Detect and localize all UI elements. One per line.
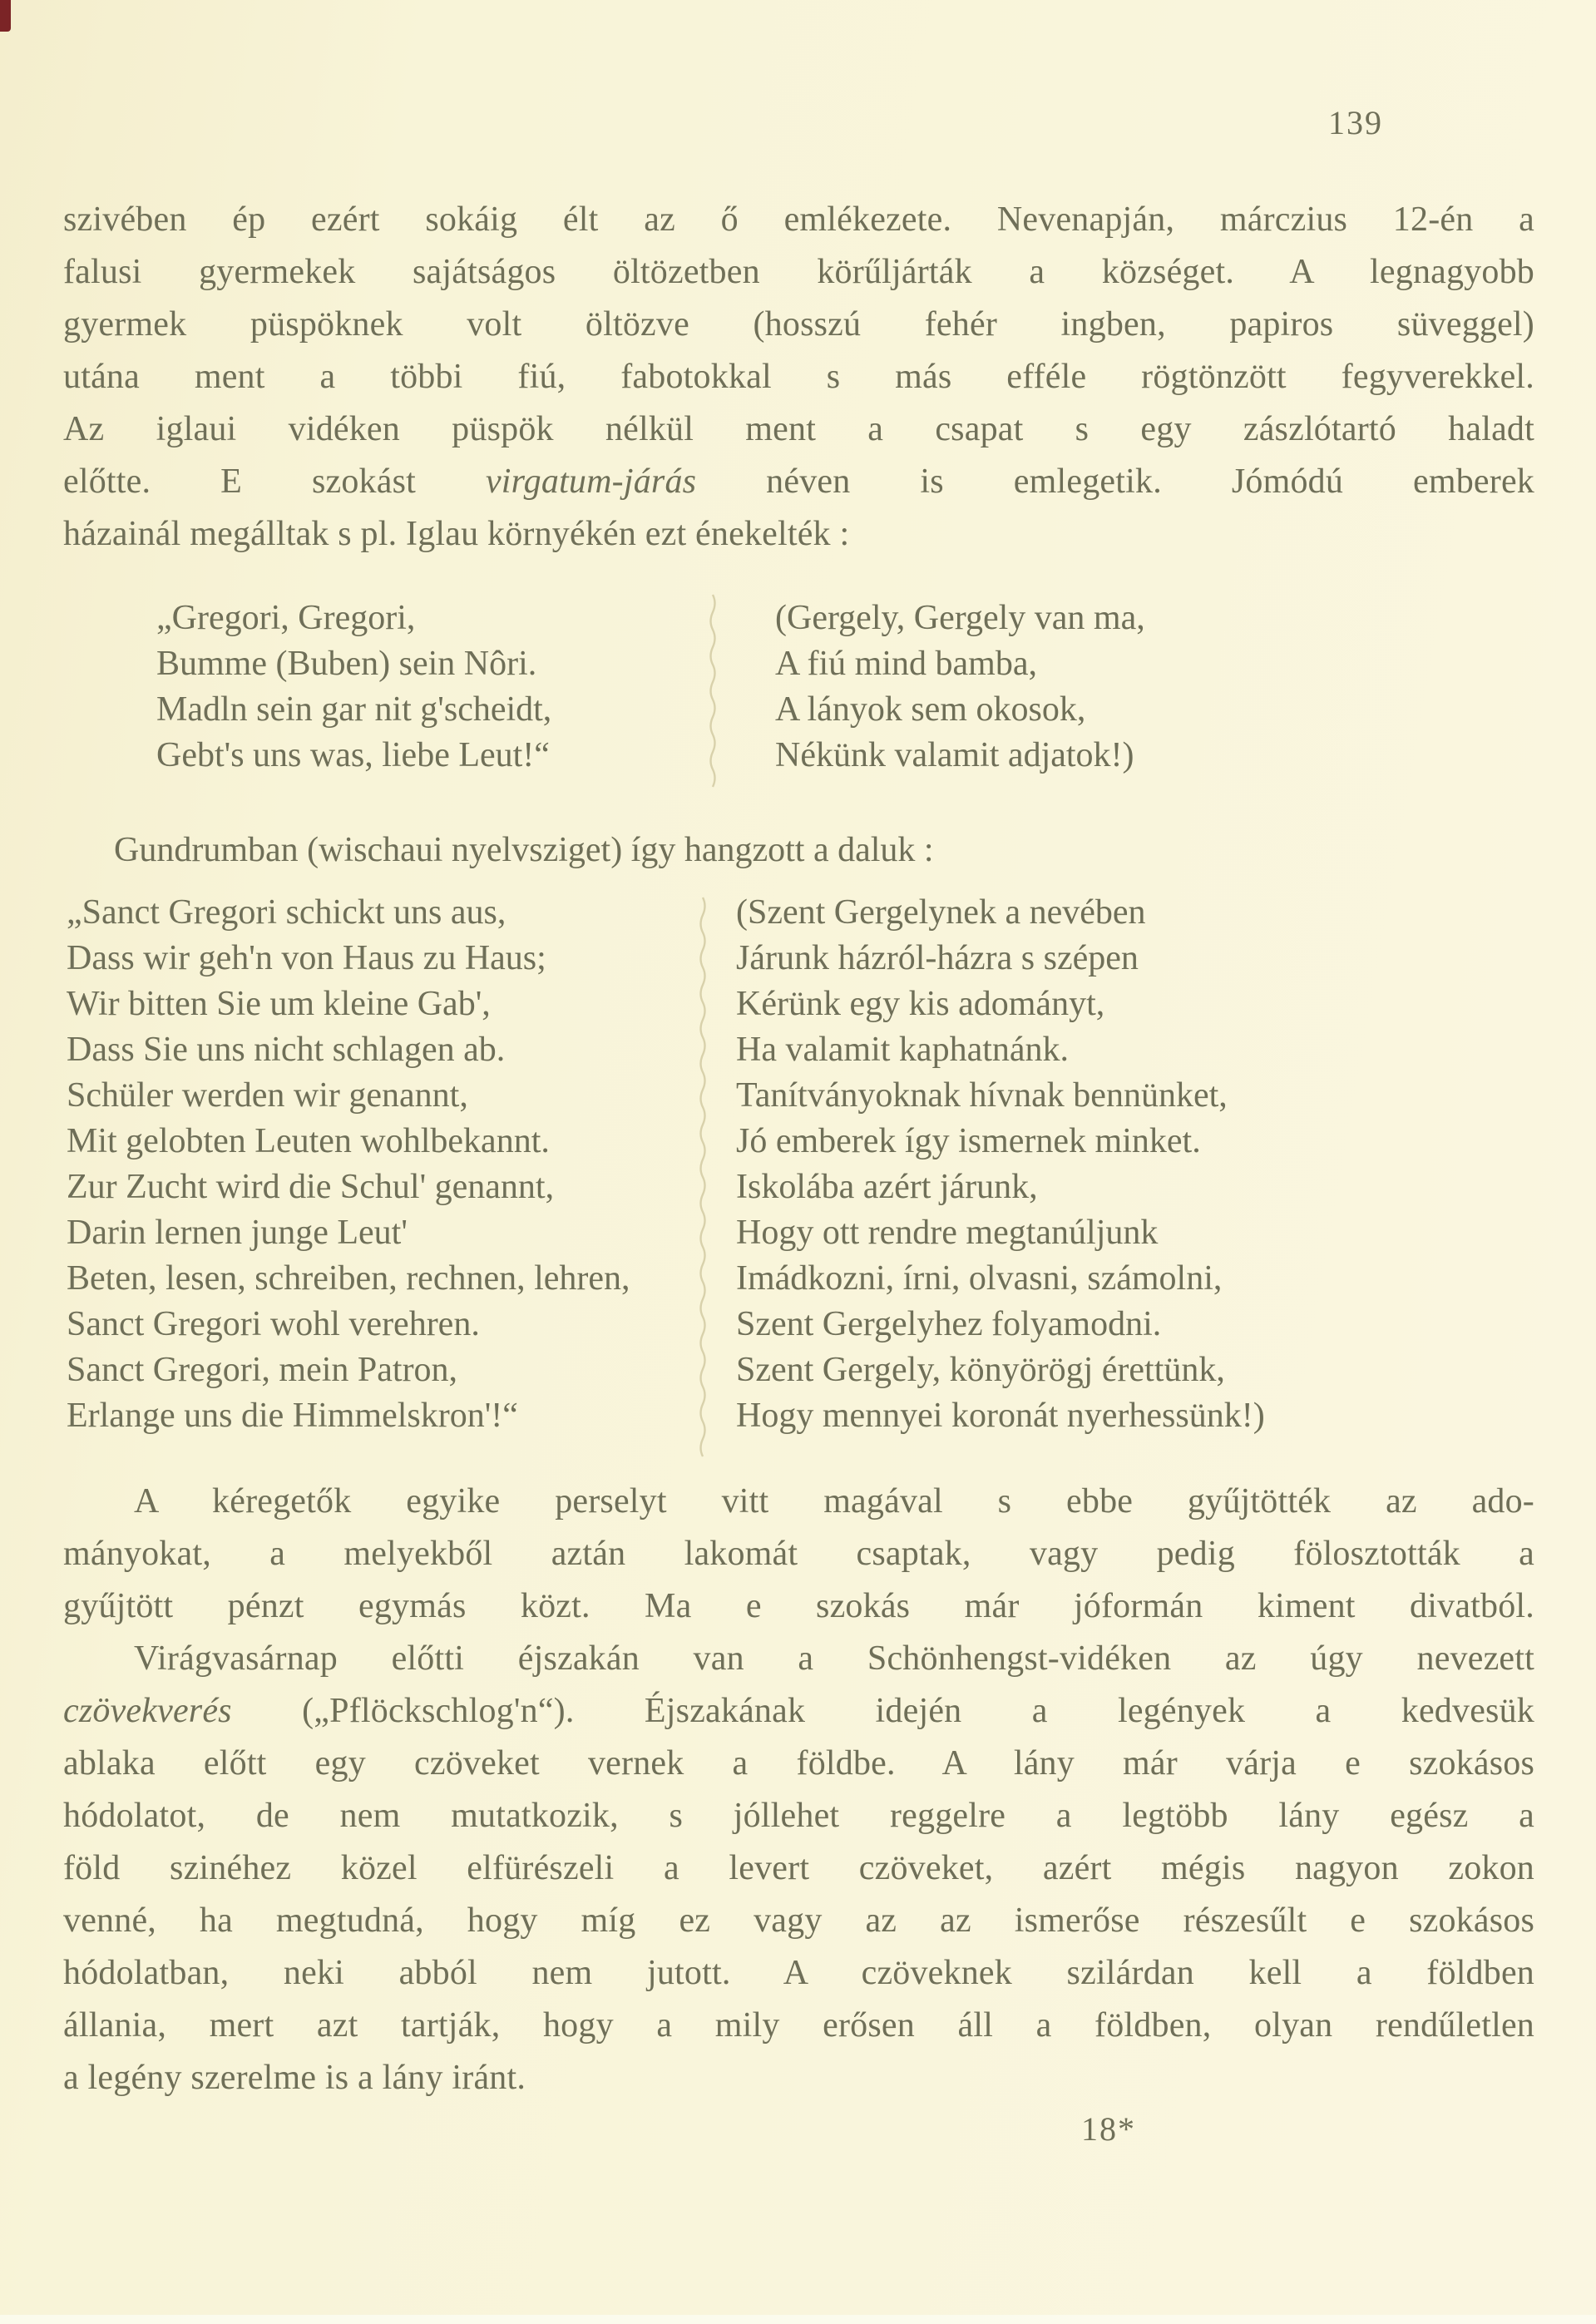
term-czovekveres: czövekverés [63, 1692, 232, 1730]
text-line: hódolatot, de nem mutatkozik, s jóllehet reggelre a legtöbb lány egész a [63, 1797, 1534, 1835]
verse-line: Beten, lesen, schreiben, rechnen, lehren, [67, 1259, 630, 1298]
text-line: házainál megálltak s pl. Iglau környékén ezt énekelték : [63, 515, 850, 553]
text-line: Virágvasárnap előtti éjszakán van a Schönhengst-vidéken az úgy nevezett [134, 1639, 1534, 1678]
verse-line: Szent Gergelyhez folyamodni. [736, 1305, 1162, 1343]
verse-line: Gebt's uns was, liebe Leut!“ [156, 736, 550, 774]
verse-german-2 [67, 890, 630, 1439]
text-segment: előtte. E szokást [63, 462, 486, 501]
text-line: Az iglaui vidéken püspök nélkül ment a csapat s egy zászlótartó haladt [63, 410, 1534, 448]
verse-line: Imádkozni, írni, olvasni, számolni, [736, 1259, 1223, 1298]
text-line: szivében ép ezért sokáig élt az ő emlékezete. Nevenapján, márczius 12-én a [63, 200, 1534, 239]
verse-line: A lányok sem okosok, [775, 690, 1086, 729]
verse-line: Tanítványoknak hívnak bennünket, [736, 1076, 1228, 1115]
text-line: utána ment a többi fiú, fabotokkal s más efféle rögtönzött fegyverekkel. [63, 358, 1534, 396]
verse-line: Wir bitten Sie um kleine Gab', [67, 985, 491, 1023]
text-line: gyűjtött pénzt egymás közt. Ma e szokás már jóformán kiment divatból. [63, 1587, 1534, 1625]
verse-line: Ha valamit kaphatnánk. [736, 1031, 1070, 1069]
text-line: venné, ha megtudná, hogy míg ez vagy az az ismerőse részesűlt e szokásos [63, 1901, 1534, 1940]
verse-hungarian-1 [775, 596, 1145, 779]
binding-corner-mark [0, 0, 11, 32]
verse-german-1 [156, 596, 551, 779]
text-line [63, 1685, 1534, 1738]
verse-line: (Gergely, Gergely van ma, [775, 599, 1145, 637]
wavy-line [701, 897, 705, 1456]
verse-hungarian-2 [736, 890, 1265, 1439]
verse-line: Schüler werden wir genannt, [67, 1076, 468, 1115]
verse-line: Madln sein gar nit g'scheidt, [156, 690, 552, 729]
verse-line: „Sanct Gregori schickt uns aus, [67, 893, 506, 932]
verse-line: (Szent Gergelynek a nevében [736, 893, 1146, 932]
text-line: mányokat, a melyekből aztán lakomát csaptak, vagy pedig fölosztották a [63, 1535, 1534, 1573]
text-line [63, 456, 1534, 508]
verse-line: Kérünk egy kis adományt, [736, 985, 1105, 1023]
text-segment: néven is emlegetik. Jómódú emberek [696, 462, 1534, 501]
verse-line: A fiú mind bamba, [775, 645, 1037, 683]
column-divider-wavy-1 [709, 594, 717, 784]
verse-line: Szent Gergely, könyörögj érettünk, [736, 1351, 1225, 1389]
verse-line: „Gregori, Gregori, [156, 599, 416, 637]
column-divider-wavy-2 [699, 897, 707, 1456]
verse-line: Nékünk valamit adjatok!) [775, 736, 1134, 774]
verse-line: Jó emberek így ismernek minket. [736, 1122, 1201, 1160]
verse-line: Hogy ott rendre megtanúljunk [736, 1214, 1159, 1252]
verse-line: Dass wir geh'n von Haus zu Haus; [67, 939, 546, 977]
verse-line: Mit gelobten Leuten wohlbekannt. [67, 1122, 550, 1160]
paragraph-gregory-custom [63, 194, 1534, 561]
verse-line: Iskolába azért járunk, [736, 1168, 1038, 1206]
text-segment: („Pflöckschlog'n“). Éjszakának idején a legények a kedvesük [231, 1692, 1534, 1730]
verse-line: Járunk házról-házra s szépen [736, 939, 1139, 977]
page-number: 139 [1328, 104, 1383, 141]
text-line: állania, mert azt tartják, hogy a mily erősen áll a földben, olyan rendűletlen [63, 2006, 1534, 2045]
paragraph-collection-box [63, 1476, 1534, 1633]
verse-line: Hogy mennyei koronát nyerhessünk!) [736, 1397, 1265, 1435]
text-line: A kéregetők egyike perselyt vitt magával s ebbe gyűjtötték az ado- [134, 1482, 1534, 1520]
text-line: ablaka előtt egy czöveket vernek a földbe. A lány már várja e szokásos [63, 1744, 1534, 1783]
paragraph-czovekveres-custom [63, 1633, 1534, 2104]
text-line: falusi gyermekek sajátságos öltözetben körűljárták a községet. A legnagyobb [63, 253, 1534, 291]
verse-line: Sanct Gregori, mein Patron, [67, 1351, 458, 1389]
scan-bottom-edge [0, 2315, 1596, 2324]
verse-line: Erlange uns die Himmelskron'!“ [67, 1397, 518, 1435]
term-virgatum-jaras: virgatum-járás [485, 462, 697, 501]
text-line: gyermek püspöknek volt öltözve (hosszú fehér ingben, papiros süveggel) [63, 305, 1534, 344]
verse-line: Darin lernen junge Leut' [67, 1214, 408, 1252]
text-line: hódolatban, neki abból nem jutott. A czöveknek szilárdan kell a földben [63, 1954, 1534, 1992]
verse-line: Zur Zucht wird die Schul' genannt, [67, 1168, 555, 1206]
text-line: a legény szerelme is a lány iránt. [63, 2059, 526, 2097]
text-line: föld szinéhez közel elfürészeli a levert czöveket, azért mégis nagyon zokon [63, 1849, 1534, 1887]
verse-line: Dass Sie uns nicht schlagen ab. [67, 1031, 506, 1069]
gundrum-intro-line: Gundrumban (wischaui nyelvsziget) így hangzott a daluk : [114, 831, 934, 869]
wavy-line [711, 595, 715, 787]
verse-line: Bumme (Buben) sein Nôri. [156, 645, 537, 683]
verse-line: Sanct Gregori wohl verehren. [67, 1305, 480, 1343]
signature-mark: 18* [1081, 2110, 1136, 2148]
